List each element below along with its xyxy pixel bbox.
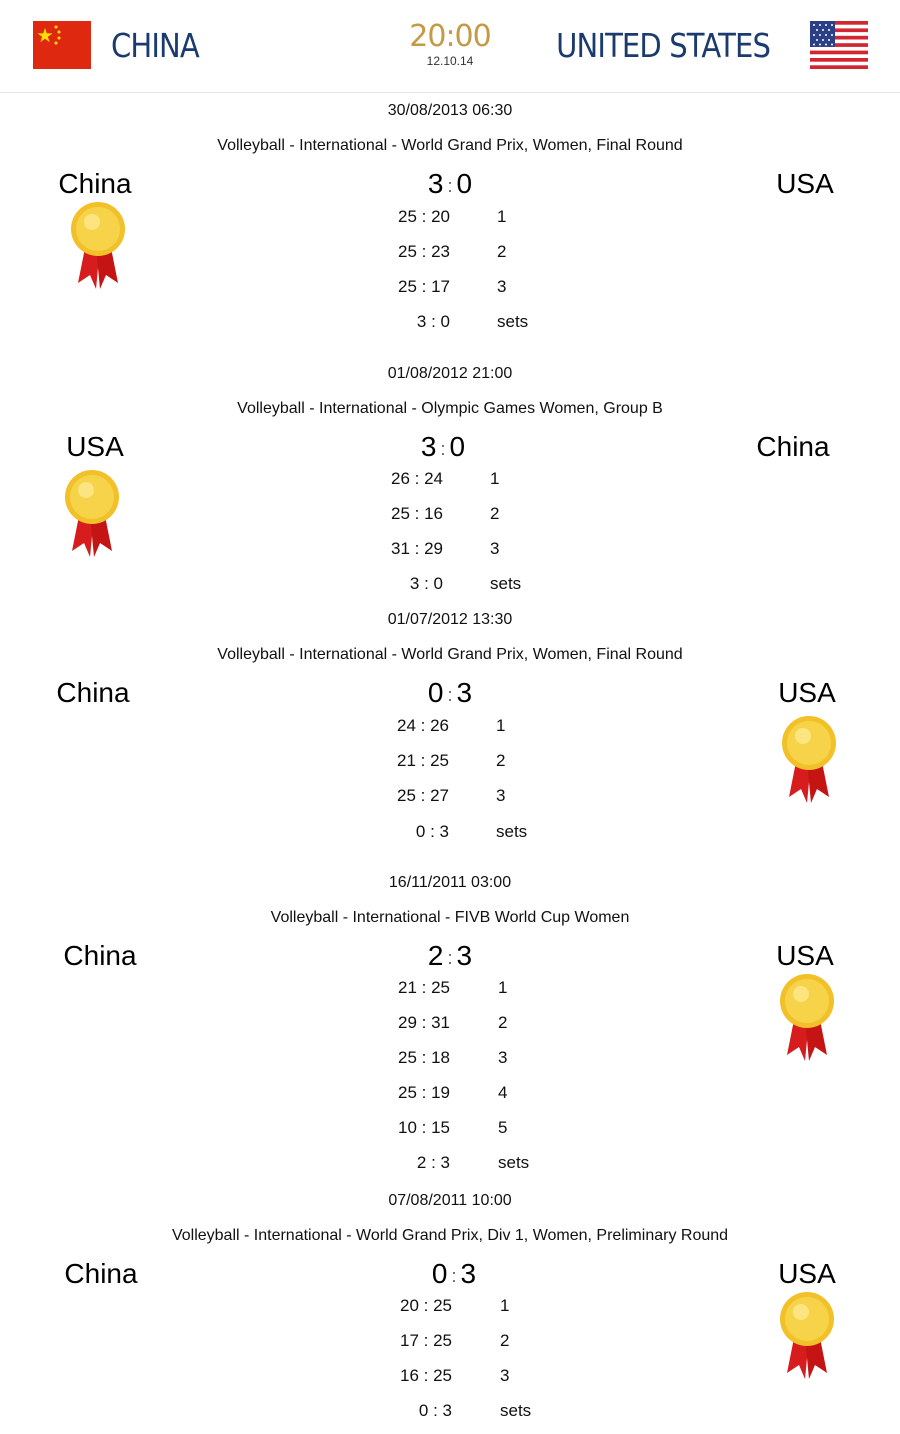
set-row (350, 751, 550, 771)
final-score (354, 1257, 554, 1293)
set-score: 26 : 24 (391, 469, 443, 488)
set-score: 10 : 15 (398, 1118, 450, 1137)
set-row (350, 1331, 550, 1351)
kickoff (400, 20, 500, 68)
final-score (343, 430, 543, 466)
set-score: 25 : 17 (398, 277, 450, 296)
set-row (350, 978, 550, 998)
set-score: 25 : 27 (397, 786, 449, 805)
score-away: 0 (456, 168, 473, 199)
sets-summary (350, 1153, 550, 1173)
match-datetime: 16/11/2011 03:00 (388, 874, 512, 891)
set-row (350, 1366, 550, 1386)
match-card (0, 1191, 900, 1431)
set-score: 25 : 16 (391, 504, 443, 523)
sets-summary (350, 1401, 550, 1421)
set-score: 25 : 23 (398, 242, 450, 261)
away-team: China (756, 431, 830, 462)
set-number: 3 (498, 1048, 508, 1067)
away-team: USA (778, 677, 836, 708)
match-competition: Volleyball - International - FIVB World Cup Women (270, 909, 630, 926)
match-competition: Volleyball - International - Olympic Games Women, Group B (237, 400, 663, 417)
us-flag-icon (810, 21, 868, 69)
set-number: 1 (497, 207, 507, 226)
score-separator: : (451, 1265, 457, 1286)
match-datetime: 07/08/2011 10:00 (388, 1192, 512, 1209)
sets-label: sets (497, 312, 529, 331)
set-row (350, 277, 550, 297)
set-score: 21 : 25 (397, 751, 449, 770)
gold-medal-icon (777, 1291, 837, 1381)
match-card (0, 873, 900, 1183)
set-number: 3 (496, 786, 506, 805)
set-row (350, 786, 550, 806)
match-competition: Volleyball - International - World Grand Prix, Div 1, Women, Preliminary Round (171, 1227, 729, 1244)
set-score: 29 : 31 (398, 1013, 450, 1032)
score-away: 3 (460, 1258, 477, 1289)
away-team-name: UNITED STATES (556, 26, 770, 65)
set-number: 2 (498, 1013, 508, 1032)
set-row (350, 504, 550, 524)
sets-summary (350, 822, 550, 842)
set-row (350, 1083, 550, 1103)
gold-medal-icon (777, 973, 837, 1063)
set-row (350, 1296, 550, 1316)
set-row (350, 539, 550, 559)
set-number: 2 (497, 242, 507, 261)
score-home: 3 (420, 431, 437, 462)
score-away: 0 (449, 431, 466, 462)
set-score: 17 : 25 (400, 1331, 452, 1350)
home-team: China (56, 677, 130, 708)
home-team: USA (66, 431, 124, 462)
sets-summary (350, 574, 550, 594)
home-team: China (64, 1258, 138, 1289)
home-team: China (58, 168, 132, 199)
set-row (350, 469, 550, 489)
set-number: 2 (490, 504, 500, 523)
sets-score: 3 : 0 (409, 574, 443, 593)
set-number: 3 (500, 1366, 510, 1385)
sets-score: 2 : 3 (416, 1153, 450, 1172)
home-team-name: CHINA (111, 26, 199, 65)
set-score: 25 : 20 (398, 207, 450, 226)
match-card (0, 610, 900, 850)
sets-score: 0 : 3 (415, 822, 449, 841)
score-home: 2 (427, 940, 444, 971)
sets-label: sets (496, 822, 528, 841)
set-number: 1 (490, 469, 500, 488)
sets-label: sets (500, 1401, 532, 1420)
match-header (0, 0, 900, 93)
set-row (350, 207, 550, 227)
sets-score: 0 : 3 (418, 1401, 452, 1420)
gold-medal-icon (779, 715, 839, 805)
away-team: USA (776, 168, 834, 199)
set-number: 3 (490, 539, 500, 558)
match-card (0, 101, 900, 341)
score-separator: : (447, 175, 453, 196)
set-number: 2 (496, 751, 506, 770)
final-score (350, 676, 550, 712)
set-number: 1 (496, 716, 506, 735)
set-number: 1 (498, 978, 508, 997)
set-row (350, 1013, 550, 1033)
score-home: 3 (427, 168, 444, 199)
score-separator: : (447, 684, 453, 705)
home-team: China (63, 940, 137, 971)
final-score (350, 939, 550, 975)
sets-label: sets (490, 574, 522, 593)
match-datetime: 01/07/2012 13:30 (387, 611, 513, 628)
gold-medal-icon (62, 469, 122, 559)
sets-summary (350, 312, 550, 332)
sets-score: 3 : 0 (416, 312, 450, 331)
set-score: 31 : 29 (391, 539, 443, 558)
kickoff-date: 12.10.14 (426, 54, 474, 68)
match-competition: Volleyball - International - World Grand Prix, Women, Final Round (217, 137, 683, 154)
score-home: 0 (427, 677, 444, 708)
set-score: 25 : 18 (398, 1048, 450, 1067)
set-row (350, 1118, 550, 1138)
away-team: USA (778, 1258, 836, 1289)
match-datetime: 30/08/2013 06:30 (387, 102, 513, 119)
set-number: 5 (498, 1118, 508, 1137)
away-team: USA (776, 940, 834, 971)
set-score: 20 : 25 (400, 1296, 452, 1315)
match-competition: Volleyball - International - World Grand Prix, Women, Final Round (217, 646, 683, 663)
set-score: 24 : 26 (397, 716, 449, 735)
set-number: 4 (498, 1083, 508, 1102)
match-datetime: 01/08/2012 21:00 (387, 365, 513, 382)
score-away: 3 (456, 677, 473, 708)
set-score: 25 : 19 (398, 1083, 450, 1102)
score-home: 0 (431, 1258, 448, 1289)
set-score: 16 : 25 (400, 1366, 452, 1385)
set-row (350, 1048, 550, 1068)
set-number: 2 (500, 1331, 510, 1350)
set-number: 3 (497, 277, 507, 296)
score-away: 3 (456, 940, 473, 971)
china-flag-icon (33, 21, 91, 69)
kickoff-time: 20:00 (409, 19, 491, 54)
set-row (350, 242, 550, 262)
match-card (0, 364, 900, 604)
score-separator: : (440, 438, 446, 459)
score-separator: : (447, 947, 453, 968)
set-row (350, 716, 550, 736)
sets-label: sets (498, 1153, 530, 1172)
gold-medal-icon (68, 201, 128, 291)
final-score (350, 167, 550, 203)
set-score: 21 : 25 (398, 978, 450, 997)
set-number: 1 (500, 1296, 510, 1315)
